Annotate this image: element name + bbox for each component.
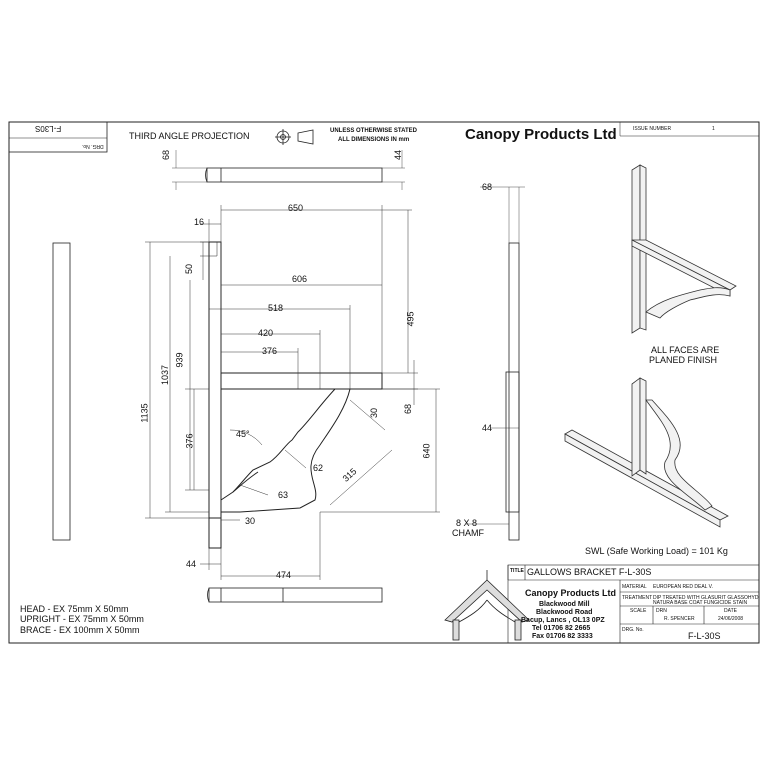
fax: Fax 01706 82 3333 (532, 633, 593, 640)
dim-376-vertical: 376 (184, 433, 195, 449)
company-title: Canopy Products Ltd (465, 126, 617, 143)
upright-end-view (53, 243, 70, 540)
dim-606: 606 (292, 274, 308, 284)
dim-640: 640 (421, 443, 432, 459)
dwg-no-label-rotated: DRG. No. (82, 143, 104, 149)
dim-63: 63 (278, 490, 289, 500)
address-line1: Blackwood Mill (539, 601, 590, 608)
dim-45-degrees: 45° (236, 429, 250, 439)
dim-16: 16 (194, 217, 205, 227)
chamfer-line2: CHAMF (452, 528, 484, 538)
dim-50: 50 (184, 263, 195, 275)
units-note-line1: UNLESS OTHERWISE STATED (330, 128, 418, 134)
drn-value: R. SPENCER (664, 616, 695, 622)
dwg-no-label: DRG. No. (622, 627, 644, 633)
bracket-front-elevation (209, 242, 382, 548)
isometric-view-lower (565, 378, 728, 527)
date-value: 24/06/2008 (718, 616, 744, 622)
dim-1037: 1037 (160, 364, 171, 386)
material-value: EUROPEAN RED DEAL V. (653, 584, 713, 590)
dim-44-side: 44 (482, 423, 493, 433)
dim-30-bottom: 30 (245, 516, 256, 526)
issue-number-label: ISSUE NUMBER (633, 126, 672, 132)
treatment-value-line2: NATURA BASE COAT FUNGICIDE STAIN (653, 600, 748, 606)
dim-68-top: 68 (161, 149, 172, 161)
dim-30-brace: 30 (369, 407, 380, 419)
dim-376-horizontal: 376 (262, 346, 278, 356)
head-top-view (172, 150, 405, 190)
faces-note-line2: PLANED FINISH (649, 355, 718, 365)
dim-44-bottom: 44 (186, 559, 197, 569)
faces-note-line1: ALL FACES ARE (651, 345, 720, 355)
isometric-view-upper (632, 165, 736, 333)
bracket-side-view (466, 187, 525, 540)
head-bottom-view (208, 588, 383, 602)
telephone: Tel 01706 82 2665 (532, 625, 591, 632)
scale-label: SCALE (630, 608, 647, 614)
units-note-line2: ALL DIMENSIONS IN mm (338, 137, 410, 143)
title-block-company: Canopy Products Ltd (525, 588, 617, 598)
dim-474: 474 (276, 570, 292, 580)
treatment-value-line1: DIP TREATED WITH GLASURIT GLASSOHYD (653, 595, 759, 601)
dimension-lines (145, 205, 440, 580)
material-head: HEAD - EX 75mm X 50mm (20, 604, 129, 614)
dim-518: 518 (268, 303, 284, 313)
dim-1135: 1135 (139, 403, 150, 423)
dim-315: 315 (340, 466, 359, 484)
address-line3: Bacup, Lancs , OL13 0PZ (521, 617, 605, 624)
dim-62: 62 (313, 463, 324, 473)
dim-420: 420 (258, 328, 274, 338)
canopy-logo-icon (445, 570, 529, 640)
chamfer-line1: 8 X 8 (456, 518, 478, 528)
swl-note: SWL (Safe Working Load) = 101 Kg (585, 546, 728, 556)
dim-650: 650 (288, 203, 304, 213)
date-label: DATE (724, 608, 737, 614)
material-brace: BRACE - EX 100mm X 50mm (20, 625, 140, 635)
drawing-title: GALLOWS BRACKET F-L-30S (527, 567, 652, 577)
dim-495: 495 (405, 311, 416, 327)
treatment-label: TREATMENT (622, 595, 653, 601)
issue-number-value: 1 (712, 126, 715, 132)
material-label: MATERIAL (622, 584, 647, 590)
dim-68-right: 68 (403, 403, 414, 415)
projection-symbol-icon (275, 129, 313, 145)
dwg-no-rotated: F-L30S (35, 124, 62, 133)
title-label: TITLE (510, 568, 524, 574)
address-line2: Blackwood Road (536, 609, 593, 616)
dim-68-side: 68 (482, 182, 493, 192)
dim-44-top: 44 (393, 149, 404, 161)
material-upright: UPRIGHT - EX 75mm X 50mm (20, 614, 144, 624)
drn-label: DRN (656, 608, 667, 614)
dwg-no-value: F-L-30S (688, 631, 721, 641)
dim-939: 939 (174, 352, 185, 368)
projection-label: THIRD ANGLE PROJECTION (129, 131, 250, 141)
